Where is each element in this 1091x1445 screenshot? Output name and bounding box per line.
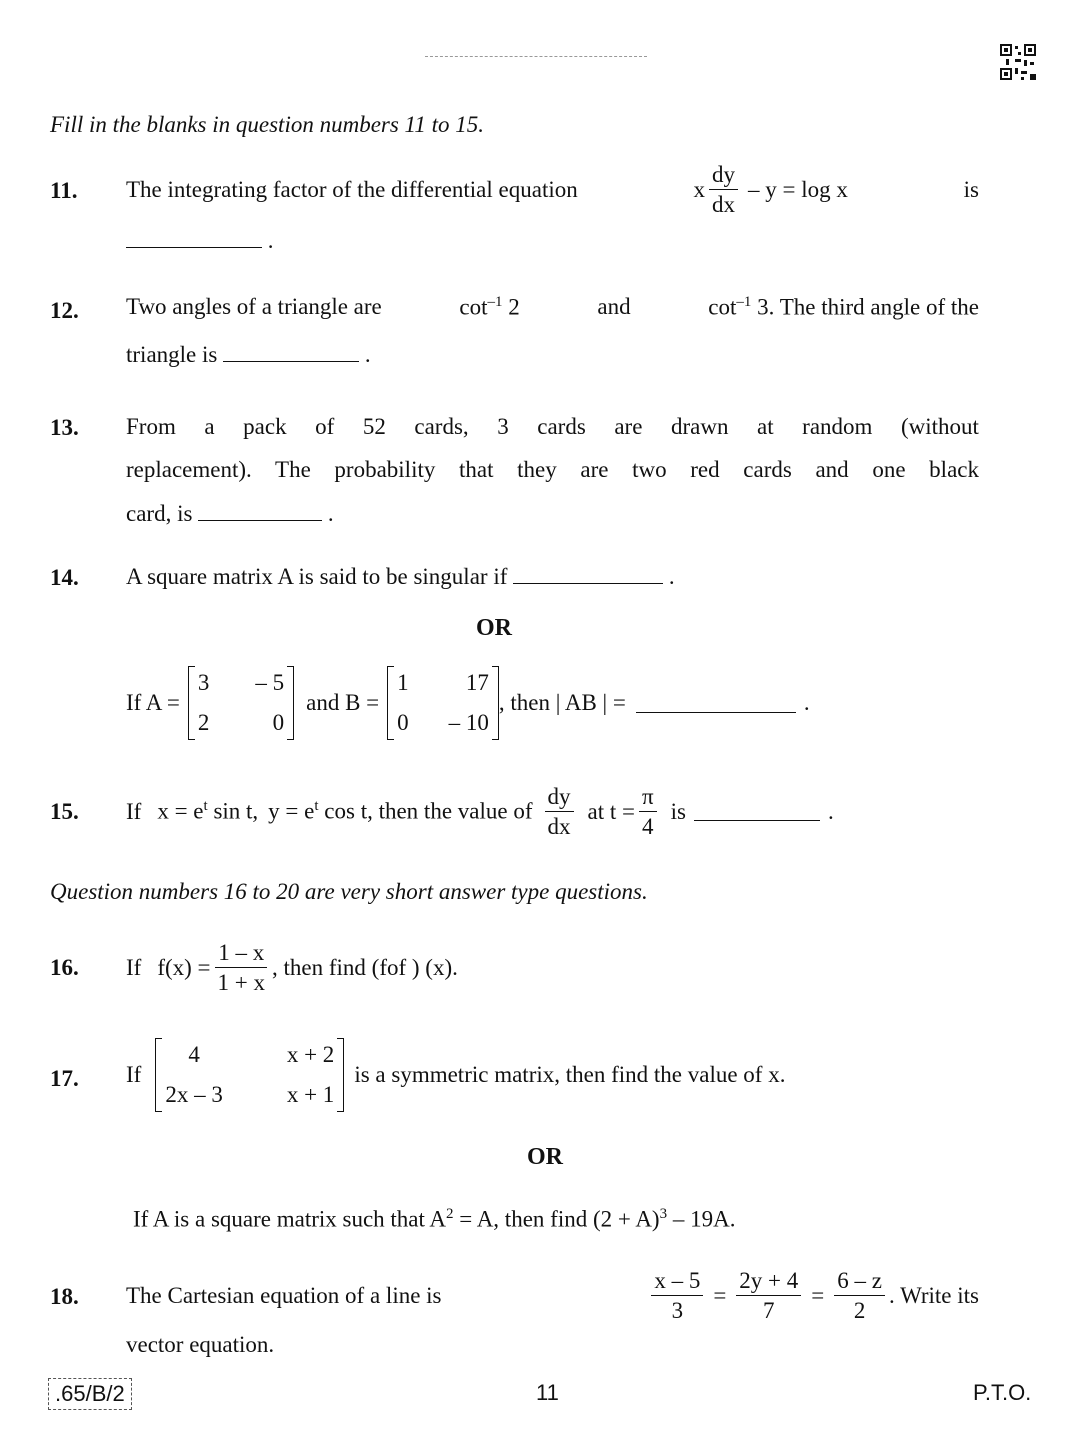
q14-end: .: [668, 564, 675, 589]
q15-is: is: [670, 798, 686, 824]
q17-if: If: [126, 1062, 142, 1087]
q11-frac-num: dy: [709, 162, 738, 190]
question-number-17: 17.: [50, 1066, 79, 1091]
q18-fraction-1: [651, 1268, 703, 1324]
question-12-line1: [126, 294, 979, 321]
question-number-15: 15.: [50, 799, 79, 824]
q12-and: and: [597, 294, 631, 320]
q18-f1-den: 3: [671, 1298, 684, 1324]
matrix-17: [155, 1038, 344, 1112]
q13-word: random: [802, 414, 873, 439]
q12-cot2: [708, 294, 979, 321]
q16-fraction: [215, 940, 268, 996]
matrix-a: [188, 666, 294, 740]
question-13-line1: [126, 414, 979, 440]
matrix-17-cell: 4: [188, 1042, 200, 1067]
q11-end: .: [267, 228, 274, 253]
q18-f2-num: 2y + 4: [736, 1268, 801, 1296]
q15-pi-num: π: [639, 784, 657, 812]
q15-frac-num: dy: [545, 784, 574, 812]
matrix-b-cell: – 10: [448, 710, 489, 735]
answer-blank-14-alt[interactable]: [636, 694, 796, 713]
q18-eq-1: =: [713, 1282, 727, 1308]
or-separator-17: OR: [527, 1144, 563, 1170]
q18-text: The Cartesian equation of a line is: [126, 1282, 442, 1308]
answer-blank-12[interactable]: [223, 343, 359, 362]
question-number-16: 16.: [50, 955, 79, 980]
q12-cot2-sup: –1: [736, 294, 752, 310]
q12-cot2-base: cot: [708, 294, 737, 320]
question-13-line3: [126, 501, 334, 527]
q13-word: pack: [243, 414, 287, 439]
question-number-12: 12.: [50, 298, 79, 323]
question-14-line1: [126, 564, 675, 590]
q15-y-def: [268, 798, 532, 825]
q15-pi-fraction: [639, 784, 657, 840]
q18-equation: [647, 1268, 979, 1324]
question-number-11: 11.: [50, 178, 78, 203]
q14-if-a: If A =: [126, 690, 180, 715]
question-13-line2: replacement). The probability that they are two red cards and one black: [126, 457, 979, 482]
q15-pi-den: 4: [642, 814, 654, 840]
paper-code: .65/B/2: [48, 1378, 132, 1410]
q12-end: .: [364, 342, 371, 367]
header-rule: [425, 56, 647, 57]
matrix-a-cell: 0: [272, 710, 285, 735]
q14-text: A square matrix A is said to be singular if: [126, 564, 508, 589]
q12-cot1-sup: –1: [487, 294, 503, 310]
answer-blank-11[interactable]: [126, 229, 262, 248]
q11-fraction: [709, 162, 738, 218]
q16-fx: f(x) =: [157, 954, 211, 980]
q18-fraction-2: [736, 1268, 801, 1324]
pto-label: P.T.O.: [973, 1380, 1032, 1405]
q13-word: 3: [497, 414, 509, 439]
q13-word: drawn: [670, 414, 729, 439]
q15-sup-t1: t: [203, 798, 208, 815]
question-15-line: [126, 784, 834, 840]
q15-x-eq: x = e: [157, 799, 204, 825]
q11-is: is: [963, 176, 979, 202]
question-11-line2: [126, 228, 274, 254]
q13-end: .: [327, 501, 334, 526]
q13-word: From: [126, 414, 176, 439]
q16-rest: , then find (fof ) (x).: [272, 954, 458, 980]
q16-frac-num: 1 – x: [215, 940, 267, 968]
q14-and-b: and B =: [306, 690, 380, 715]
q12-cot1-arg: 2: [508, 294, 520, 320]
q15-sin: sin t,: [213, 799, 259, 825]
q13-line3: card, is: [126, 501, 193, 526]
question-18-line1: [126, 1268, 979, 1324]
q12-cot1-base: cot: [459, 294, 488, 320]
matrix-b-cell: 0: [397, 710, 409, 735]
q15-fraction: [545, 784, 574, 840]
q15-cos: cos t, then the value of: [324, 799, 533, 825]
q16-if: If: [126, 954, 142, 980]
q17-alt-c: – 19A.: [667, 1206, 736, 1232]
q13-word: 52: [362, 414, 386, 439]
matrix-a-cell: 3: [197, 670, 210, 695]
q11-frac-den: dx: [712, 192, 735, 218]
matrix-17-cell: 2x – 3: [165, 1082, 223, 1107]
question-number-14: 14.: [50, 565, 79, 590]
q14-end2: .: [803, 690, 810, 715]
q11-rest: – y = log x: [748, 176, 848, 202]
q18-f3-num: 6 – z: [834, 1268, 885, 1296]
q11-x: x: [693, 176, 705, 202]
q13-word: cards: [537, 414, 586, 439]
q12-text: Two angles of a triangle are: [126, 294, 382, 320]
answer-blank-13[interactable]: [198, 502, 322, 521]
q18-f1-num: x – 5: [651, 1268, 703, 1296]
instruction-very-short: Question numbers 16 to 20 are very short answer type questions.: [50, 879, 648, 904]
question-number-13: 13.: [50, 415, 79, 440]
qr-code-icon: [1000, 44, 1036, 80]
matrix-17-cell: x + 1: [286, 1082, 335, 1107]
question-16-line: [126, 940, 458, 996]
q18-rest: . Write its: [888, 1282, 979, 1308]
matrix-b: [387, 666, 499, 740]
instruction-fill-blanks: Fill in the blanks in question numbers 11 to 15.: [50, 112, 484, 137]
q17-alt-sup2: 3: [659, 1206, 668, 1222]
q15-y-eq: y = e: [268, 799, 315, 825]
question-17-alt: [133, 1206, 735, 1233]
q15-x-def: [157, 798, 258, 825]
page-number: 11: [536, 1380, 559, 1405]
question-11-line1: [126, 162, 979, 218]
q13-word: of: [315, 414, 335, 439]
question-14-alt: [126, 666, 810, 740]
q13-word: cards,: [414, 414, 469, 439]
question-number-18: 18.: [50, 1284, 79, 1309]
q14-then: , then | AB | =: [498, 690, 626, 715]
matrix-b-cell: 1: [397, 670, 409, 695]
q12-cot2-arg: 3. The third angle of the: [757, 294, 979, 320]
answer-blank-14[interactable]: [513, 565, 663, 584]
q13-word: are: [614, 414, 643, 439]
or-separator-14: OR: [476, 615, 512, 641]
q17-alt-sup: 2: [446, 1206, 454, 1222]
q18-eq-2: =: [811, 1282, 825, 1308]
q18-f2-den: 7: [763, 1298, 775, 1324]
q17-alt-b: = A, then find (2 + A): [453, 1206, 660, 1232]
q15-sup-t2: t: [314, 798, 319, 815]
q17-alt-a: If A is a square matrix such that A: [133, 1206, 446, 1232]
answer-blank-15[interactable]: [694, 802, 820, 821]
q13-word: a: [204, 414, 215, 439]
q13-word: at: [757, 414, 774, 439]
q11-equation: [694, 162, 848, 218]
q15-at: at t =: [587, 798, 635, 824]
matrix-a-cell: 2: [197, 710, 210, 735]
q17-rest: is a symmetric matrix, then find the value of x.: [354, 1062, 786, 1087]
q12-line2: triangle is: [126, 342, 218, 367]
matrix-b-cell: 17: [465, 670, 489, 695]
q13-word: (without: [900, 414, 979, 439]
q18-fraction-3: [834, 1268, 885, 1324]
q12-cot1: [459, 294, 519, 321]
q18-f3-den: 2: [853, 1298, 866, 1324]
question-17-line: [126, 1038, 785, 1112]
q15-frac-den: dx: [547, 814, 571, 840]
matrix-a-cell: – 5: [255, 670, 285, 695]
q11-text: The integrating factor of the differential equation: [126, 176, 578, 202]
question-12-line2: [126, 342, 371, 368]
q15-if: If: [126, 798, 142, 824]
q16-frac-den: 1 + x: [217, 970, 266, 996]
q15-end: .: [827, 798, 834, 824]
question-18-line2: vector equation.: [126, 1332, 275, 1357]
matrix-17-cell: x + 2: [286, 1042, 335, 1067]
